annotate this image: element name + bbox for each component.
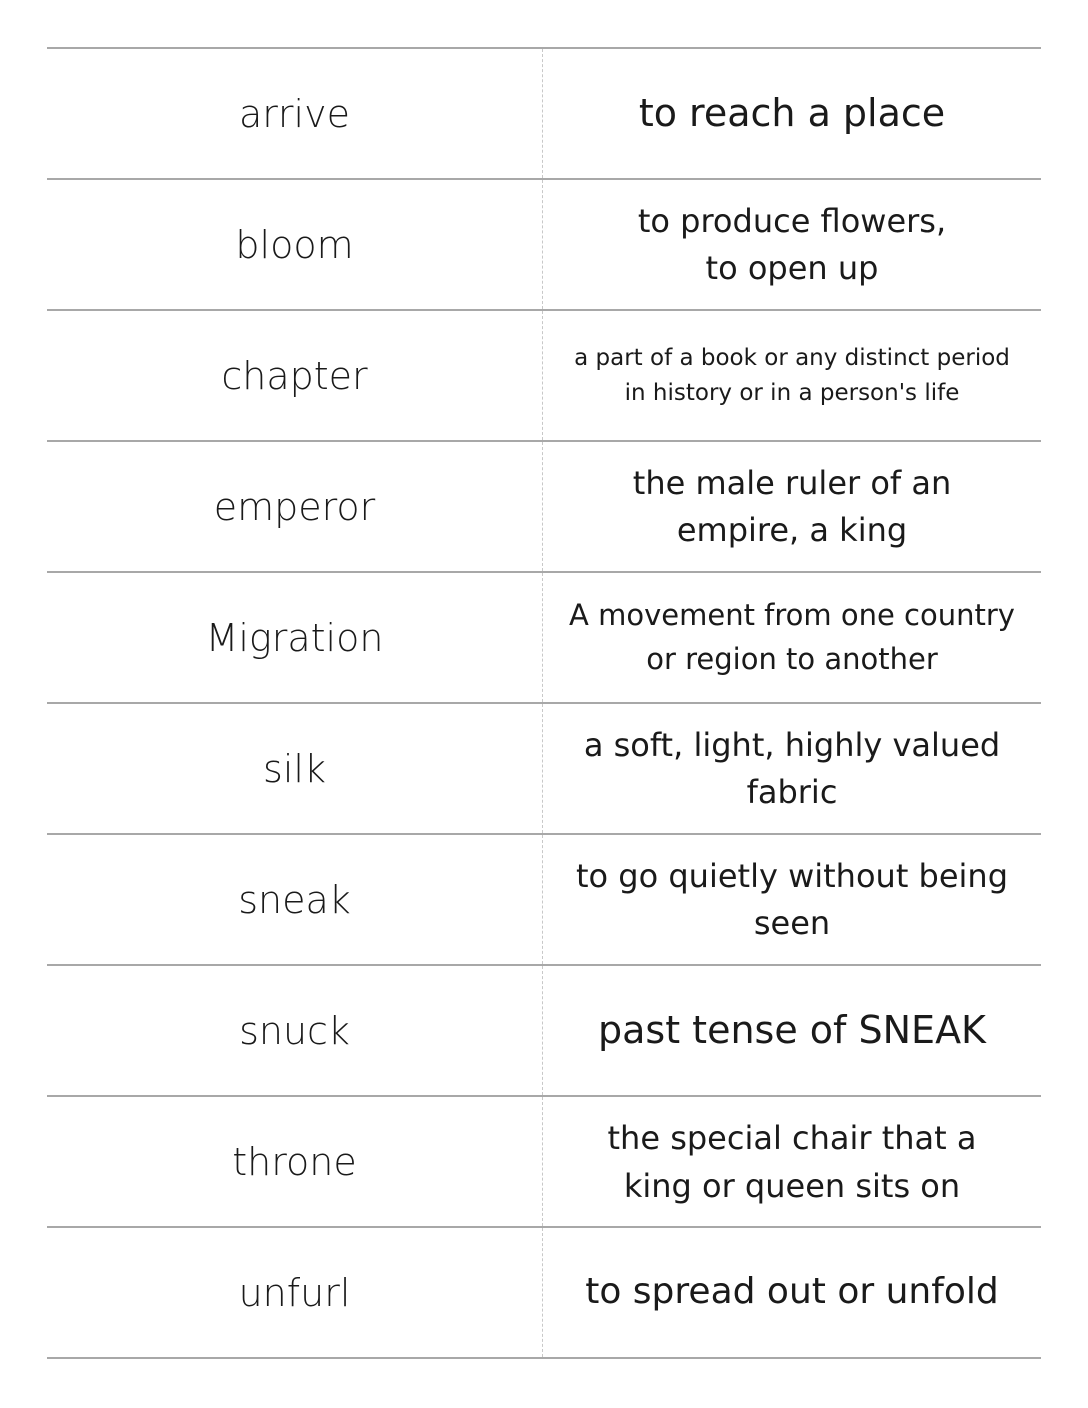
definition: to produce flowers, to open up — [637, 202, 947, 287]
term: bloom — [47, 180, 543, 309]
definition: a part of a book or any distinct period in history or in a person's life — [574, 345, 1010, 406]
flashcard-row-sneak — [47, 835, 1041, 966]
flashcard-row-unfurl — [47, 1228, 1041, 1359]
flashcard-row-chapter — [47, 311, 1041, 442]
definition: to spread out or unfold — [585, 1271, 999, 1313]
flashcard-row-bloom — [47, 180, 1041, 311]
flashcard-row-emperor — [47, 442, 1041, 573]
flashcard-row-migration — [47, 573, 1041, 704]
flashcard-row-throne — [47, 1097, 1041, 1228]
definition: to go quietly without being seen — [575, 857, 1009, 942]
flashcard-sheet — [47, 47, 1041, 1359]
definition: past tense of SNEAK — [598, 1007, 986, 1052]
definition: the male ruler of an empire, a king — [632, 464, 952, 549]
definition: the special chair that a king or queen sits on — [607, 1118, 977, 1205]
definition: A movement from one country or region to another — [569, 598, 1015, 676]
term: throne — [47, 1097, 543, 1226]
term: snuck — [47, 966, 543, 1095]
term: unfurl — [47, 1228, 543, 1357]
term: silk — [47, 704, 543, 833]
definition: to reach a place — [638, 90, 946, 135]
term: Migration — [47, 573, 543, 702]
flashcard-row-arrive — [47, 49, 1041, 180]
term: emperor — [47, 442, 543, 571]
flashcard-row-snuck — [47, 966, 1041, 1097]
definition: a soft, light, highly valued fabric — [583, 726, 1001, 811]
term: arrive — [47, 49, 543, 178]
term: sneak — [47, 835, 543, 964]
term: chapter — [47, 311, 543, 440]
flashcard-row-silk — [47, 704, 1041, 835]
